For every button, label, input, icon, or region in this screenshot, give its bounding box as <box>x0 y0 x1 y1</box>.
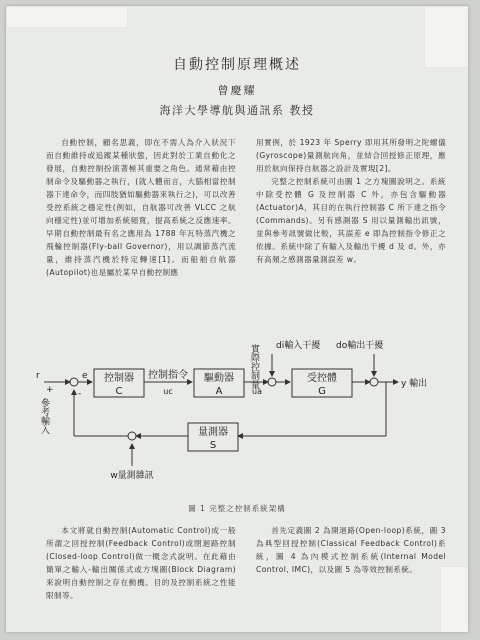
output-label: y 輸出 <box>401 379 428 389</box>
plant-name: 受控體 <box>307 373 337 384</box>
paragraph: 本文將就自動控制(Automatic Control)成一般所謂之回授控制(Feedback Control)或閉迴路控制(Closed-loop Control)做一概念式說明。在此藉由簡單之輸入-輸出關係式或方塊圖(Block Diagram)來說明自動控制之存在動機、目的及控制系統之性能限制等。 <box>46 526 236 600</box>
command-label: 控制指令 <box>148 370 188 381</box>
author-name: 曾慶耀 <box>217 84 257 97</box>
controller-symbol: C <box>115 386 123 397</box>
article-title: 自動控制原理概述 <box>173 57 301 73</box>
tape-strip <box>6 6 128 28</box>
summing-junction <box>70 378 78 386</box>
actuation-symbol: ua <box>252 387 262 396</box>
output-disturbance-label: do輸出干擾 <box>336 341 384 351</box>
plus-sign: + <box>46 385 54 395</box>
summing-junction <box>268 378 276 386</box>
body-column-1 <box>46 136 236 279</box>
paragraph: 自動控制，顧名思義，即在不需人為介入狀況下而自動維持或追蹤某種狀態，因此對於工業自動化之發展，自動控制扮演著極其重要之角色。通常藉由控制命令及驅動器之執行，(就人體而言，大腦相當控制器下達命令，而四肢猶如驅動器來執行之)，可以改善受控系統之穩定性(例如，自航器可改善 VLCC 之航向穩定性)並可增加系統頻寬，提高系統之反應速率。早期自動控制最有名之應用為 1788 年瓦特蒸汽機之飛輪控制器(Fly-ball Governor)，用以調節蒸汽流量，維持蒸汽機於特定轉速[1]。而船舶自航器(Autopilot)也是屬於某早自動控制應 <box>46 138 236 277</box>
body-column-3 <box>46 524 236 602</box>
sensor-symbol: S <box>209 440 217 451</box>
actuation-label: 實際控制量 <box>249 344 259 389</box>
noise-label: w量測雜訊 <box>110 471 154 481</box>
error-label: e <box>82 371 88 381</box>
actuator-name: 驅動器 <box>204 373 234 384</box>
input-r-label: r <box>36 371 40 381</box>
sensor-name: 量測器 <box>198 427 228 438</box>
summing-junction <box>370 378 378 386</box>
paragraph: 首先定義圖 2 為開迴路(Open-loop)系統，圖 3 為典型回授控制(Classical Feedback Control)系統，圖 4 為內模式控制系統(Internal Model Control, IMC)，以及圖 5 為等效控制系統。 <box>256 526 446 574</box>
author-affiliation: 海洋大學導航與通訊系 教授 <box>159 104 315 117</box>
actuator-symbol: A <box>215 386 223 397</box>
body-column-4 <box>256 524 446 576</box>
minus-sign: - <box>78 389 82 399</box>
body-column-2 <box>256 136 446 266</box>
plant-symbol: G <box>318 386 326 397</box>
figure-caption: 圖 1 完整之控制系統架構 <box>188 504 286 513</box>
paragraph: 完整之控制系統可由圖 1 之方塊圖說明之。系統中除受控體 G 及控制器 C 外，亦包含驅動器(Actuator)A，其目的在執行控制器 C 所下達之指令(Commands)。另有感測器 S 用以量測輸出訊號，並與參考訊號做比較，其誤差 e 即為控制指令修正之依據。系統中除了有輸入及輸出干擾 d 及 d。外，亦有高頻之感測器量測誤差 w。 <box>256 177 446 264</box>
summing-junction <box>128 432 136 440</box>
reference-label: 參考輸入 <box>39 398 49 434</box>
block-diagram <box>6 336 468 486</box>
command-symbol: uc <box>163 387 173 396</box>
input-disturbance-label: di輸入干擾 <box>276 341 321 351</box>
paragraph: 用實例，於 1923 年 Sperry 即用其所發明之陀螺儀(Gyroscope)量測航向角，並結合回授修正原理，應用於航向保持自航器之設計及實現[2]。 <box>256 138 446 173</box>
document-page <box>6 6 468 632</box>
controller-name: 控制器 <box>104 373 134 384</box>
